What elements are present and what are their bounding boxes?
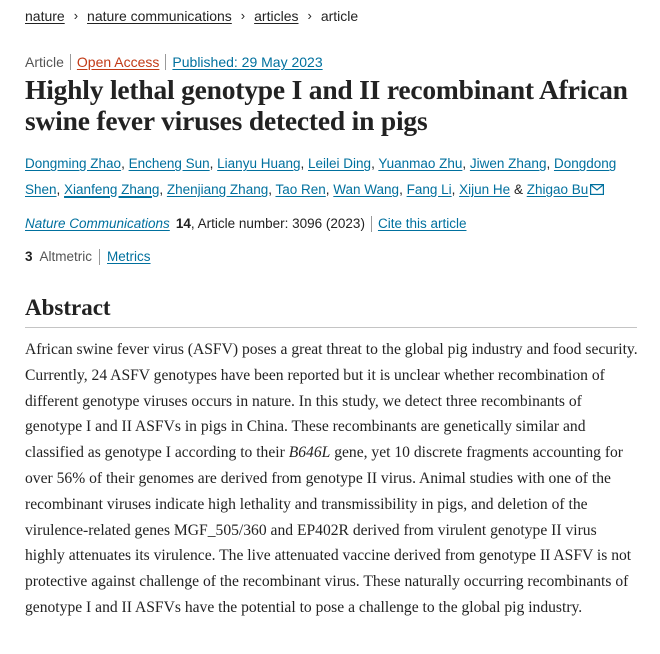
- author-link[interactable]: Zhenjiang Zhang: [166, 182, 269, 197]
- divider: [371, 216, 372, 232]
- author-link[interactable]: Lianyu Huang: [217, 156, 301, 171]
- breadcrumb-current: article: [320, 8, 359, 24]
- published-date-link[interactable]: Published: 29 May 2023: [172, 54, 323, 70]
- breadcrumb: [25, 7, 358, 25]
- mail-icon[interactable]: [590, 178, 604, 204]
- cite-this-article-link[interactable]: Cite this article: [377, 216, 467, 231]
- author-link[interactable]: Jiwen Zhang: [469, 156, 547, 171]
- abstract-text-part: African swine fever virus (ASFV) poses a great threat to the global pig industry and food security. Currently, 24 ASFV genotypes have been reported but it is unclear whether recombination of different genotype viruses occurs in nature. In this study, we detect three recombinants of genotype I and II ASFVs in pigs in China. These recombinants are genetically similar and classified as genotype I according to their: [25, 341, 638, 462]
- author-list: Dongming Zhao, Encheng Sun, Lianyu Huang, Leilei Ding, Yuanmao Zhu, Jiwen Zhang, Dongdong Shen, Xianfeng Zhang, Zhenjiang Zhang, Tao Ren, Wan Wang, Fang Li, Xijun He & Zhigao Bu: [25, 151, 640, 204]
- gene-name: B646L: [288, 444, 331, 462]
- author-link[interactable]: Xianfeng Zhang: [64, 182, 160, 197]
- altmetric-count: 3: [25, 249, 33, 264]
- metrics-bar: [25, 248, 151, 266]
- author-link[interactable]: Dongdong Shen: [25, 156, 617, 197]
- author-link[interactable]: Leilei Ding: [308, 156, 372, 171]
- author-joiner: &: [513, 182, 523, 197]
- article-title: Highly lethal genotype I and II recombinant African swine fever viruses detected in pigs: [25, 74, 628, 136]
- section-divider: [25, 327, 637, 328]
- chevron-right-icon: ›: [240, 8, 246, 23]
- author-link[interactable]: Dongming Zhao: [25, 156, 122, 171]
- article-number: , Article number: 3096 (2023): [190, 216, 365, 231]
- author-link[interactable]: Yuanmao Zhu: [378, 156, 463, 171]
- author-link[interactable]: Tao Ren: [275, 182, 326, 197]
- article-type: Article: [25, 54, 64, 70]
- author-link[interactable]: Xijun He: [459, 182, 511, 197]
- author-link[interactable]: Fang Li: [406, 182, 452, 197]
- chevron-right-icon: ›: [307, 8, 312, 23]
- volume: 14: [175, 216, 191, 231]
- abstract-text: [25, 337, 640, 621]
- divider: [165, 54, 166, 70]
- breadcrumb-nature[interactable]: nature: [25, 8, 65, 24]
- author-link-corresponding[interactable]: Zhigao Bu: [526, 182, 589, 197]
- abstract-text-part: gene, yet 10 discrete fragments accounting for over 56% of their genomes are derived from genotype II virus. Animal studies with one of the recombinant viruses indicate high lethality and transmissibility in pigs, and deletion of the virulence-related genes MGF_505/360 and EP402R derived from virulent genotype II virus highly attenuates its virulence. The live attenuated vaccine derived from genotype II ASFV is not protective against challenge of the recombinant virus. These naturally occurring recombinants of genotype I and II ASFVs have the potential to pose a challenge to the global pig industry.: [25, 444, 632, 616]
- chevron-right-icon: ›: [73, 8, 79, 23]
- author-link[interactable]: Wan Wang: [333, 182, 400, 197]
- abstract-heading: Abstract: [25, 295, 111, 320]
- metrics-link[interactable]: Metrics: [107, 249, 151, 264]
- breadcrumb-articles[interactable]: articles: [254, 8, 299, 24]
- open-access-link[interactable]: Open Access: [76, 54, 160, 70]
- article-meta: [25, 53, 323, 71]
- journal-link[interactable]: Nature Communications: [25, 216, 170, 231]
- author-link[interactable]: Encheng Sun: [128, 156, 210, 171]
- divider: [99, 249, 100, 265]
- divider: [70, 54, 71, 70]
- citation-line: [25, 215, 466, 233]
- altmetric-label: Altmetric: [39, 249, 93, 264]
- breadcrumb-nature-communications[interactable]: nature communications: [87, 8, 232, 24]
